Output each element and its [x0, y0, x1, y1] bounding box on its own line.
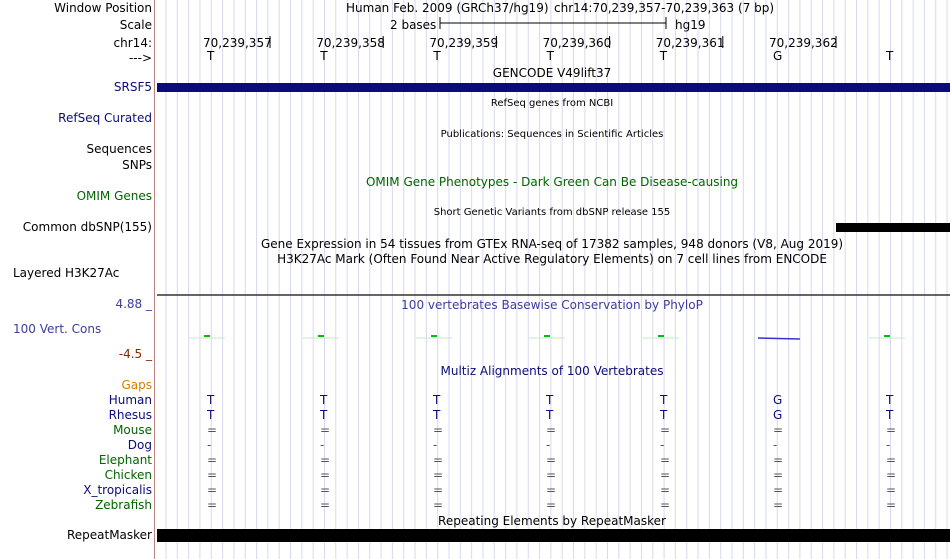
alignment-base: = [886, 483, 897, 497]
alignment-base: = [773, 468, 784, 482]
label-phylop-max: 4.88 _ [115, 297, 152, 311]
species-label-human[interactable]: Human [108, 393, 152, 407]
alignment-base: = [660, 453, 671, 467]
track-title-gencode[interactable]: GENCODE V49lift37 [492, 66, 612, 80]
alignment-base: T [433, 393, 441, 407]
alignment-base: G [773, 393, 783, 407]
label-common-dbsnp[interactable]: Common dbSNP(155) [22, 220, 152, 234]
alignment-base: = [546, 453, 557, 467]
species-label-mouse[interactable]: Mouse [113, 423, 152, 437]
track-title-phylop[interactable]: 100 vertebrates Basewise Conservation by PhyloP [401, 298, 703, 312]
repeatmasker-bar [157, 529, 950, 542]
phylop-bar [658, 335, 664, 337]
alignment-base: = [433, 423, 444, 437]
alignment-base: - [207, 438, 212, 452]
alignment-base: = [320, 468, 331, 482]
track-title-publications[interactable]: Publications: Sequences in Scientific Articles [440, 129, 664, 140]
track-title-omim[interactable]: OMIM Gene Phenotypes - Dark Green Can Be Disease-causing [365, 175, 739, 189]
species-label-x_tropicalis[interactable]: X_tropicalis [83, 483, 152, 497]
alignment-base: = [660, 468, 671, 482]
alignment-base: - [546, 438, 551, 452]
alignment-base: = [773, 423, 784, 437]
alignment-base: G [773, 408, 783, 422]
dbsnp-bar [836, 223, 950, 232]
species-label-dog[interactable]: Dog [127, 438, 152, 452]
reference-base: T [659, 49, 668, 63]
label-gaps: Gaps [121, 378, 152, 392]
species-label-elephant[interactable]: Elephant [98, 453, 152, 467]
alignment-base: = [886, 423, 897, 437]
label-snps[interactable]: SNPs [122, 158, 152, 172]
alignment-base: T [660, 393, 668, 407]
alignment-base: = [433, 468, 444, 482]
reference-base: T [433, 49, 441, 63]
label-strand: ---> [128, 51, 152, 65]
alignment-base: = [886, 498, 897, 512]
alignment-base: = [320, 483, 331, 497]
alignment-base: = [773, 498, 784, 512]
track-title-gtex[interactable]: Gene Expression in 54 tissues from GTEx RNA-seq of 17382 samples, 948 donors (V8, Aug 2019) [260, 237, 844, 251]
alignment-base: = [207, 468, 218, 482]
label-chrom: chr14: [113, 36, 152, 50]
alignment-base: = [320, 498, 331, 512]
position-readout: chr14:70,239,357-70,239,363 (7 bp) [554, 1, 775, 15]
label-refseq-curated[interactable]: RefSeq Curated [58, 111, 152, 125]
reference-base: T [207, 49, 215, 63]
scale-text: 2 bases [390, 18, 437, 32]
reference-base: T [546, 49, 554, 63]
alignment-base: = [207, 498, 218, 512]
alignment-base: = [207, 423, 218, 437]
alignment-base: = [433, 483, 444, 497]
alignment-base: T [886, 393, 894, 407]
alignment-base: - [433, 438, 438, 452]
alignment-base: - [773, 438, 778, 452]
phylop-bar [318, 335, 324, 337]
coordinate-label: 70,239,358 [316, 36, 385, 50]
alignment-base: = [433, 453, 444, 467]
reference-base: T [320, 49, 328, 63]
alignment-base: = [320, 453, 331, 467]
alignment-base: = [886, 453, 897, 467]
coordinate-label: 70,239,360 [542, 36, 612, 50]
track-title-repeatmasker[interactable]: Repeating Elements by RepeatMasker [438, 514, 666, 528]
alignment-base: T [433, 408, 441, 422]
phylop-bar [204, 335, 210, 337]
alignment-base: T [660, 408, 668, 422]
alignment-base: = [660, 498, 671, 512]
label-layered-h3k27ac[interactable]: Layered H3K27Ac [13, 266, 120, 280]
alignment-base: = [886, 468, 897, 482]
alignment-base: = [546, 423, 557, 437]
phylop-bar [884, 335, 890, 337]
alignment-base: = [660, 423, 671, 437]
alignment-base: T [207, 408, 215, 422]
gene-srsf5-bar [157, 83, 950, 92]
species-label-rhesus[interactable]: Rhesus [108, 408, 152, 422]
assembly-title: Human Feb. 2009 (GRCh37/hg19) [346, 1, 549, 15]
alignment-base: = [433, 498, 444, 512]
track-title-dbsnp[interactable]: Short Genetic Variants from dbSNP release 155 [433, 207, 671, 218]
alignment-base: = [207, 483, 218, 497]
coordinate-label: 70,239,361 [655, 36, 725, 50]
alignment-base: = [207, 453, 218, 467]
species-label-chicken[interactable]: Chicken [104, 468, 152, 482]
reference-base: T [886, 49, 894, 63]
coordinate-label: 70,239,359 [429, 36, 499, 50]
alignment-base: = [660, 483, 671, 497]
alignment-base: = [546, 483, 557, 497]
alignment-base: T [546, 393, 554, 407]
alignment-base: - [660, 438, 665, 452]
alignment-base: T [886, 408, 894, 422]
alignment-base: = [546, 498, 557, 512]
coordinate-label: 70,239,357 [203, 36, 272, 50]
alignment-base: T [320, 393, 328, 407]
track-title-refseq[interactable]: RefSeq genes from NCBI [490, 98, 614, 109]
label-scale: Scale [119, 18, 152, 32]
alignment-base: T [546, 408, 554, 422]
coordinate-label: 70,239,362 [769, 36, 838, 50]
label-100-vert-cons[interactable]: 100 Vert. Cons [13, 322, 102, 336]
alignment-base: - [320, 438, 325, 452]
alignment-base: = [773, 483, 784, 497]
label-phylop-min: -4.5 _ [118, 347, 152, 361]
alignment-base: - [886, 438, 891, 452]
phylop-bar [431, 335, 437, 337]
phylop-negative-mark [758, 338, 800, 339]
alignment-base: = [546, 468, 557, 482]
alignment-base: T [207, 393, 215, 407]
track-title-multiz[interactable]: Multiz Alignments of 100 Vertebrates [440, 364, 664, 378]
scale-db: hg19 [675, 18, 706, 32]
label-srsf5[interactable]: SRSF5 [113, 80, 152, 94]
alignment-base: = [320, 423, 331, 437]
species-label-zebrafish[interactable]: Zebrafish [95, 498, 152, 512]
reference-base: G [773, 49, 783, 63]
track-title-h3k27ac[interactable]: H3K27Ac Mark (Often Found Near Active Regulatory Elements) on 7 cell lines from ENCODE [277, 252, 827, 266]
label-sequences[interactable]: Sequences [86, 142, 152, 156]
alignment-base: = [773, 453, 784, 467]
alignment-base: T [320, 408, 328, 422]
phylop-bar [544, 335, 550, 337]
label-omim-genes[interactable]: OMIM Genes [76, 189, 152, 203]
label-repeatmasker[interactable]: RepeatMasker [66, 528, 152, 542]
label-window-position: Window Position [54, 1, 152, 15]
